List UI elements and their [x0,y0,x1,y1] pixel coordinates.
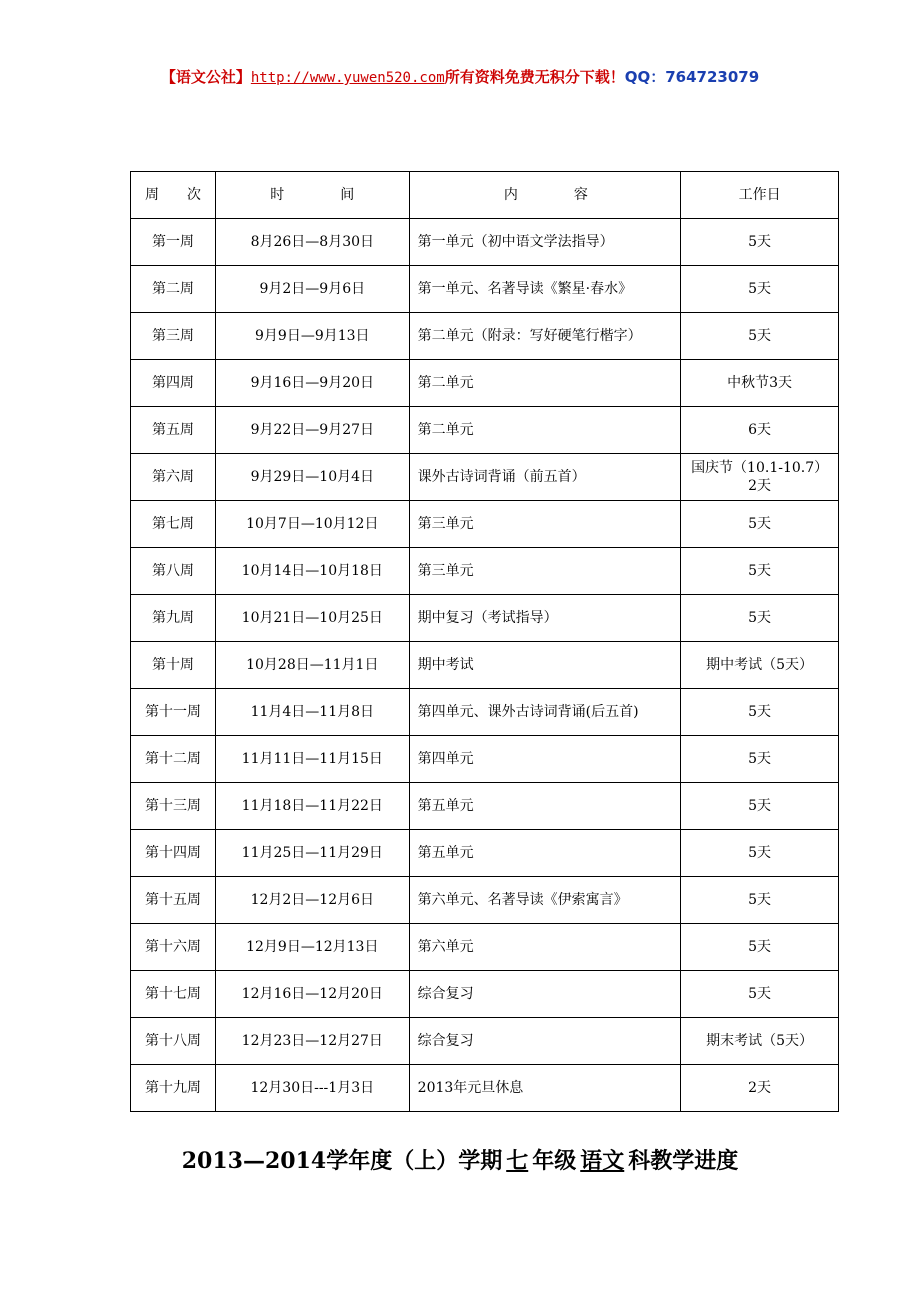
title-suffix: 科教学进度 [628,1148,739,1174]
table-row [131,877,839,924]
table-row [131,595,839,642]
table-row [131,454,839,501]
cell-time: 10月28日—11月1日 [215,642,409,689]
cell-time: 9月9日—9月13日 [215,313,409,360]
table-row [131,219,839,266]
cell-workdays: 5天 [681,830,839,877]
qq-contact: QQ：764723079 [624,68,760,86]
cell-content: 期中复习（考试指导） [409,595,681,642]
cell-content: 综合复习 [409,971,681,1018]
site-slogan: 所有资料免费无积分下载！ [444,68,625,86]
cell-time: 12月30日---1月3日 [215,1065,409,1112]
cell-time: 9月16日—9月20日 [215,360,409,407]
cell-content: 第四单元 [409,736,681,783]
cell-content: 第三单元 [409,501,681,548]
cell-week: 第六周 [131,454,216,501]
cell-week: 第一周 [131,219,216,266]
title-grade-suffix: 年级 [532,1148,577,1174]
table-row [131,783,839,830]
cell-time: 9月22日—9月27日 [215,407,409,454]
schedule-table [130,171,839,1112]
cell-week: 第十一周 [131,689,216,736]
cell-workdays: 2天 [681,1065,839,1112]
table-row [131,1065,839,1112]
table-header-row [131,172,839,219]
cell-workdays: 5天 [681,877,839,924]
cell-week: 第二周 [131,266,216,313]
cell-content: 第五单元 [409,830,681,877]
cell-workdays: 5天 [681,971,839,1018]
cell-content: 综合复习 [409,1018,681,1065]
cell-workdays: 6天 [681,407,839,454]
cell-workdays: 期中考试（5天） [681,642,839,689]
cell-content: 第二单元（附录：写好硬笔行楷字） [409,313,681,360]
cell-time: 11月4日—11月8日 [215,689,409,736]
cell-time: 12月16日—12月20日 [215,971,409,1018]
cell-content: 第二单元 [409,360,681,407]
cell-time: 9月2日—9月6日 [215,266,409,313]
cell-time: 11月11日—11月15日 [215,736,409,783]
table-row [131,971,839,1018]
cell-content: 第四单元、课外古诗词背诵(后五首) [409,689,681,736]
column-header-week: 周 次 [131,172,216,219]
cell-content: 第六单元、名著导读《伊索寓言》 [409,877,681,924]
cell-time: 9月29日—10月4日 [215,454,409,501]
cell-week: 第十三周 [131,783,216,830]
cell-week: 第四周 [131,360,216,407]
cell-workdays: 国庆节（10.1-10.7）2天 [681,454,839,501]
title-grade: 七 [506,1148,529,1174]
cell-content: 第二单元 [409,407,681,454]
table-row [131,1018,839,1065]
column-header-workdays: 工作日 [681,172,839,219]
table-row [131,501,839,548]
cell-time: 11月18日—11月22日 [215,783,409,830]
table-row [131,407,839,454]
cell-week: 第十六周 [131,924,216,971]
cell-week: 第十七周 [131,971,216,1018]
cell-content: 第五单元 [409,783,681,830]
cell-time: 12月9日—12月13日 [215,924,409,971]
table-row [131,266,839,313]
cell-week: 第三周 [131,313,216,360]
cell-week: 第十八周 [131,1018,216,1065]
cell-time: 12月23日—12月27日 [215,1018,409,1065]
cell-week: 第十周 [131,642,216,689]
table-row [131,689,839,736]
cell-content: 课外古诗词背诵（前五首） [409,454,681,501]
cell-workdays: 5天 [681,501,839,548]
page-title [0,1144,920,1175]
cell-content: 第三单元 [409,548,681,595]
cell-time: 11月25日—11月29日 [215,830,409,877]
cell-time: 10月14日—10月18日 [215,548,409,595]
cell-week: 第七周 [131,501,216,548]
cell-workdays: 5天 [681,783,839,830]
table-row [131,736,839,783]
table-row [131,642,839,689]
cell-workdays: 5天 [681,219,839,266]
site-tag: 【语文公社】 [160,68,251,86]
cell-content: 第一单元、名著导读《繁星·春水》 [409,266,681,313]
cell-time: 10月21日—10月25日 [215,595,409,642]
cell-week: 第十四周 [131,830,216,877]
column-header-time: 时 间 [215,172,409,219]
title-prefix: 2013—2014学年度（上）学期 [181,1148,503,1174]
cell-workdays: 5天 [681,548,839,595]
cell-workdays: 5天 [681,736,839,783]
cell-workdays: 期末考试（5天） [681,1018,839,1065]
cell-week: 第十五周 [131,877,216,924]
table-row [131,360,839,407]
cell-time: 8月26日—8月30日 [215,219,409,266]
cell-week: 第十九周 [131,1065,216,1112]
site-header [0,66,920,87]
table-row [131,924,839,971]
cell-time: 10月7日—10月12日 [215,501,409,548]
title-subject: 语文 [580,1148,625,1174]
cell-workdays: 5天 [681,924,839,971]
cell-workdays: 5天 [681,595,839,642]
cell-week: 第五周 [131,407,216,454]
column-header-content: 内 容 [409,172,681,219]
cell-week: 第九周 [131,595,216,642]
table-row [131,548,839,595]
cell-time: 12月2日—12月6日 [215,877,409,924]
cell-week: 第八周 [131,548,216,595]
cell-content: 第一单元（初中语文学法指导） [409,219,681,266]
table-row [131,830,839,877]
cell-workdays: 5天 [681,689,839,736]
cell-content: 2013年元旦休息 [409,1065,681,1112]
site-url-link[interactable]: http://www.yuwen520.com [250,70,445,86]
cell-content: 第六单元 [409,924,681,971]
cell-workdays: 中秋节3天 [681,360,839,407]
table-row [131,313,839,360]
cell-workdays: 5天 [681,266,839,313]
cell-content: 期中考试 [409,642,681,689]
cell-week: 第十二周 [131,736,216,783]
cell-workdays: 5天 [681,313,839,360]
